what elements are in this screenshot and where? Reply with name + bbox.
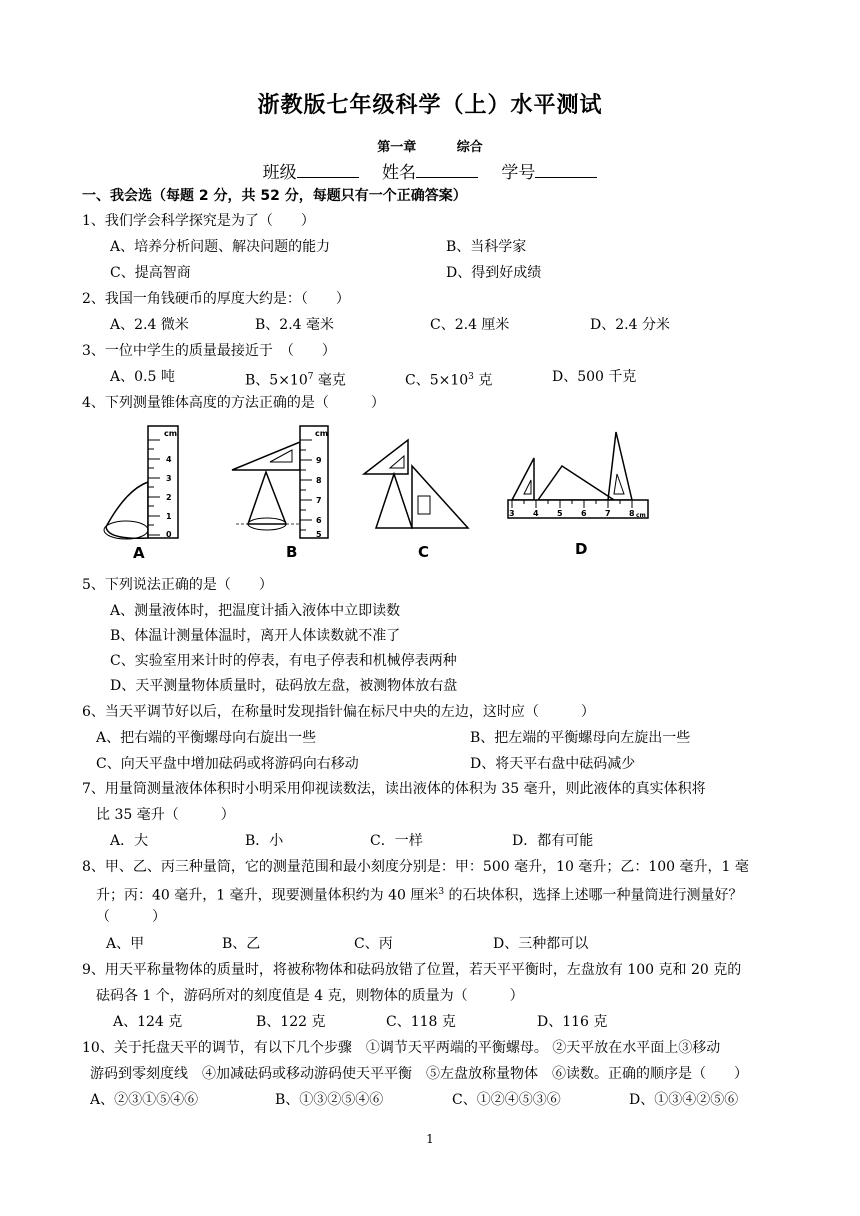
question-8-stem-continued: 升；丙：40 毫升，1 毫升，现要测量体积约为 40 厘米$^3$ 的石块体积，选择上述哪一种量筒进行测量好？ xyxy=(96,887,743,904)
ruler-d-tick: 3 xyxy=(509,509,515,518)
question-6-option-a: A、把右端的平衡螺母向右旋出一些 xyxy=(96,730,317,746)
ruler-a-unit: cm xyxy=(164,429,178,438)
ruler-d-tick: 6 xyxy=(581,509,587,518)
question-2-stem: 2、我国一角钱硬币的厚度大约是：（ ） xyxy=(82,291,350,307)
question-6-option-d: D、将天平右盘中砝码减少 xyxy=(470,756,636,772)
name-blank[interactable] xyxy=(416,161,478,178)
question-1-option-b: B、当科学家 xyxy=(446,239,527,255)
question-8-answer-bracket: （ ） xyxy=(96,909,166,925)
question-1-option-a: A、培养分析问题、解决问题的能力 xyxy=(110,239,331,255)
question-5-stem: 5、下列说法正确的是（ ） xyxy=(82,577,273,593)
ruler-b-tick: 6 xyxy=(316,516,322,525)
chapter-number: 第一章 xyxy=(377,140,417,155)
figure-c-measure-diagram xyxy=(360,436,472,536)
question-6-option-c: C、向天平盘中增加砝码或将游码向右移动 xyxy=(96,756,359,772)
figure-b-label: B xyxy=(286,543,298,561)
question-1-stem: 1、我们学会科学探究是为了（ ） xyxy=(82,213,315,229)
question-10-option-d: D、①③④②⑤⑥ xyxy=(629,1092,739,1108)
question-7-option-b: B．小 xyxy=(245,833,284,849)
question-7-stem: 7、用量筒测量液体体积时小明采用仰视读数法，读出液体的体积为 35 毫升，则此液体的真实体积将 xyxy=(82,781,706,797)
question-9-option-b: B、122 克 xyxy=(256,1014,326,1030)
figure-b-measure-diagram xyxy=(226,420,336,550)
question-8-option-b: B、乙 xyxy=(222,936,261,952)
ruler-d-tick: 5 xyxy=(557,509,563,518)
question-10-option-c: C、①②④⑤③⑥ xyxy=(452,1092,561,1108)
question-8-stem: 8、甲、乙、丙三种量筒，它的测量范围和最小刻度分别是：甲：500 毫升，10 毫升；乙：100 毫升，1 毫 xyxy=(82,859,749,875)
figure-a-measure-diagram xyxy=(96,420,186,550)
student-info xyxy=(0,158,860,183)
question-5-option-d: D、天平测量物体质量时，砝码放左盘，被测物体放右盘 xyxy=(110,678,458,694)
question-9-option-c: C、118 克 xyxy=(386,1014,456,1030)
ruler-d-tick: 7 xyxy=(605,509,611,518)
ruler-d-tick: 8 xyxy=(629,509,635,518)
ruler-d-tick: 4 xyxy=(533,509,539,518)
ruler-a-tick: 4 xyxy=(166,455,172,464)
question-1-option-c: C、提高智商 xyxy=(110,265,191,281)
question-10-option-a: A、②③①⑤④⑥ xyxy=(90,1092,199,1108)
ruler-a-tick: 1 xyxy=(166,512,172,521)
question-5-option-a: A、测量液体时，把温度计插入液体中立即读数 xyxy=(110,603,401,619)
figure-d-label: D xyxy=(575,540,588,558)
question-3-stem: 3、一位中学生的质量最接近于 （ ） xyxy=(82,343,336,359)
question-3-option-d: D、500 千克 xyxy=(552,369,637,385)
question-7-option-c: C．一样 xyxy=(370,833,423,849)
id-blank[interactable] xyxy=(535,161,597,178)
question-8-option-a: A、甲 xyxy=(106,936,145,952)
question-8-option-c: C、丙 xyxy=(354,936,393,952)
question-3-option-c: C、$5\times 10^3$ 克 xyxy=(405,372,493,389)
id-label: 学号 xyxy=(501,163,536,183)
question-2-option-a: A、2.4 微米 xyxy=(110,317,189,333)
question-9-option-d: D、116 克 xyxy=(537,1014,608,1030)
question-8-option-d: D、三种都可以 xyxy=(493,936,589,952)
name-label: 姓名 xyxy=(382,163,416,183)
question-9-stem: 9、用天平称量物体的质量时，将被称物体和砝码放错了位置，若天平平衡时，左盘放有 100 克和 20 克的 xyxy=(82,962,742,978)
question-7-stem-continued: 比 35 毫升（ ） xyxy=(96,807,235,823)
ruler-a-tick: 0 xyxy=(166,530,172,539)
ruler-b-tick: 7 xyxy=(316,496,322,505)
ruler-a-tick: 3 xyxy=(166,474,172,483)
question-7-option-d: D．都有可能 xyxy=(512,833,594,849)
question-9-option-a: A、124 克 xyxy=(113,1014,183,1030)
chapter-heading xyxy=(0,136,860,155)
question-10-stem: 10、关于托盘天平的调节，有以下几个步骤 ①调节天平两端的平衡螺母。 ②天平放在水平面上③移动 xyxy=(82,1040,721,1056)
question-2-option-c: C、2.4 厘米 xyxy=(430,317,510,333)
class-blank[interactable] xyxy=(297,161,359,178)
ruler-d-unit: cm xyxy=(636,512,646,519)
question-9-stem-continued: 砝码各 1 个，游码所对的刻度值是 4 克，则物体的质量为（ ） xyxy=(96,988,524,1004)
figure-a-label: A xyxy=(133,544,145,562)
question-7-option-a: A．大 xyxy=(110,833,149,849)
page-title: 浙教版七年级科学（上）水平测试 xyxy=(257,93,603,118)
ruler-b-tick: 9 xyxy=(316,456,322,465)
ruler-b-tick: 8 xyxy=(316,476,322,485)
question-6-stem: 6、当天平调节好以后，在称量时发现指针偏在标尺中央的左边，这时应（ ） xyxy=(82,704,595,720)
question-2-option-b: B、2.4 毫米 xyxy=(255,317,335,333)
chapter-topic: 综合 xyxy=(456,140,483,155)
question-10-stem-continued: 游码到零刻度线 ④加减砝码或移动游码使天平平衡 ⑤左盘放称量物体 ⑥读数。正确的顺序是（ ） xyxy=(90,1066,748,1082)
question-3-option-b: B、$5\times 10^7$ 毫克 xyxy=(245,372,346,389)
question-10-option-b: B、①③②⑤④⑥ xyxy=(275,1092,384,1108)
ruler-b-tick: 5 xyxy=(316,530,322,539)
question-5-option-c: C、实验室用来计时的停表，有电子停表和机械停表两种 xyxy=(110,653,457,669)
question-1-option-d: D、得到好成绩 xyxy=(446,265,542,281)
figure-c-label: C xyxy=(418,543,430,561)
question-2-option-d: D、2.4 分米 xyxy=(590,317,670,333)
question-5-option-b: B、体温计测量体温时，离开人体读数就不准了 xyxy=(110,628,401,644)
class-label: 班级 xyxy=(262,163,297,183)
page-number: 1 xyxy=(426,1132,434,1146)
figure-d-measure-diagram xyxy=(504,428,654,528)
question-6-option-b: B、把左端的平衡螺母向左旋出一些 xyxy=(470,730,691,746)
ruler-b-unit: cm xyxy=(315,429,329,438)
question-4-stem: 4、下列测量锥体高度的方法正确的是（ ） xyxy=(82,395,385,411)
ruler-a-tick: 2 xyxy=(166,493,172,502)
question-3-option-a: A、0.5 吨 xyxy=(110,369,175,385)
section-heading: 一、我会选（每题 2 分，共 52 分，每题只有一个正确答案） xyxy=(82,188,467,204)
